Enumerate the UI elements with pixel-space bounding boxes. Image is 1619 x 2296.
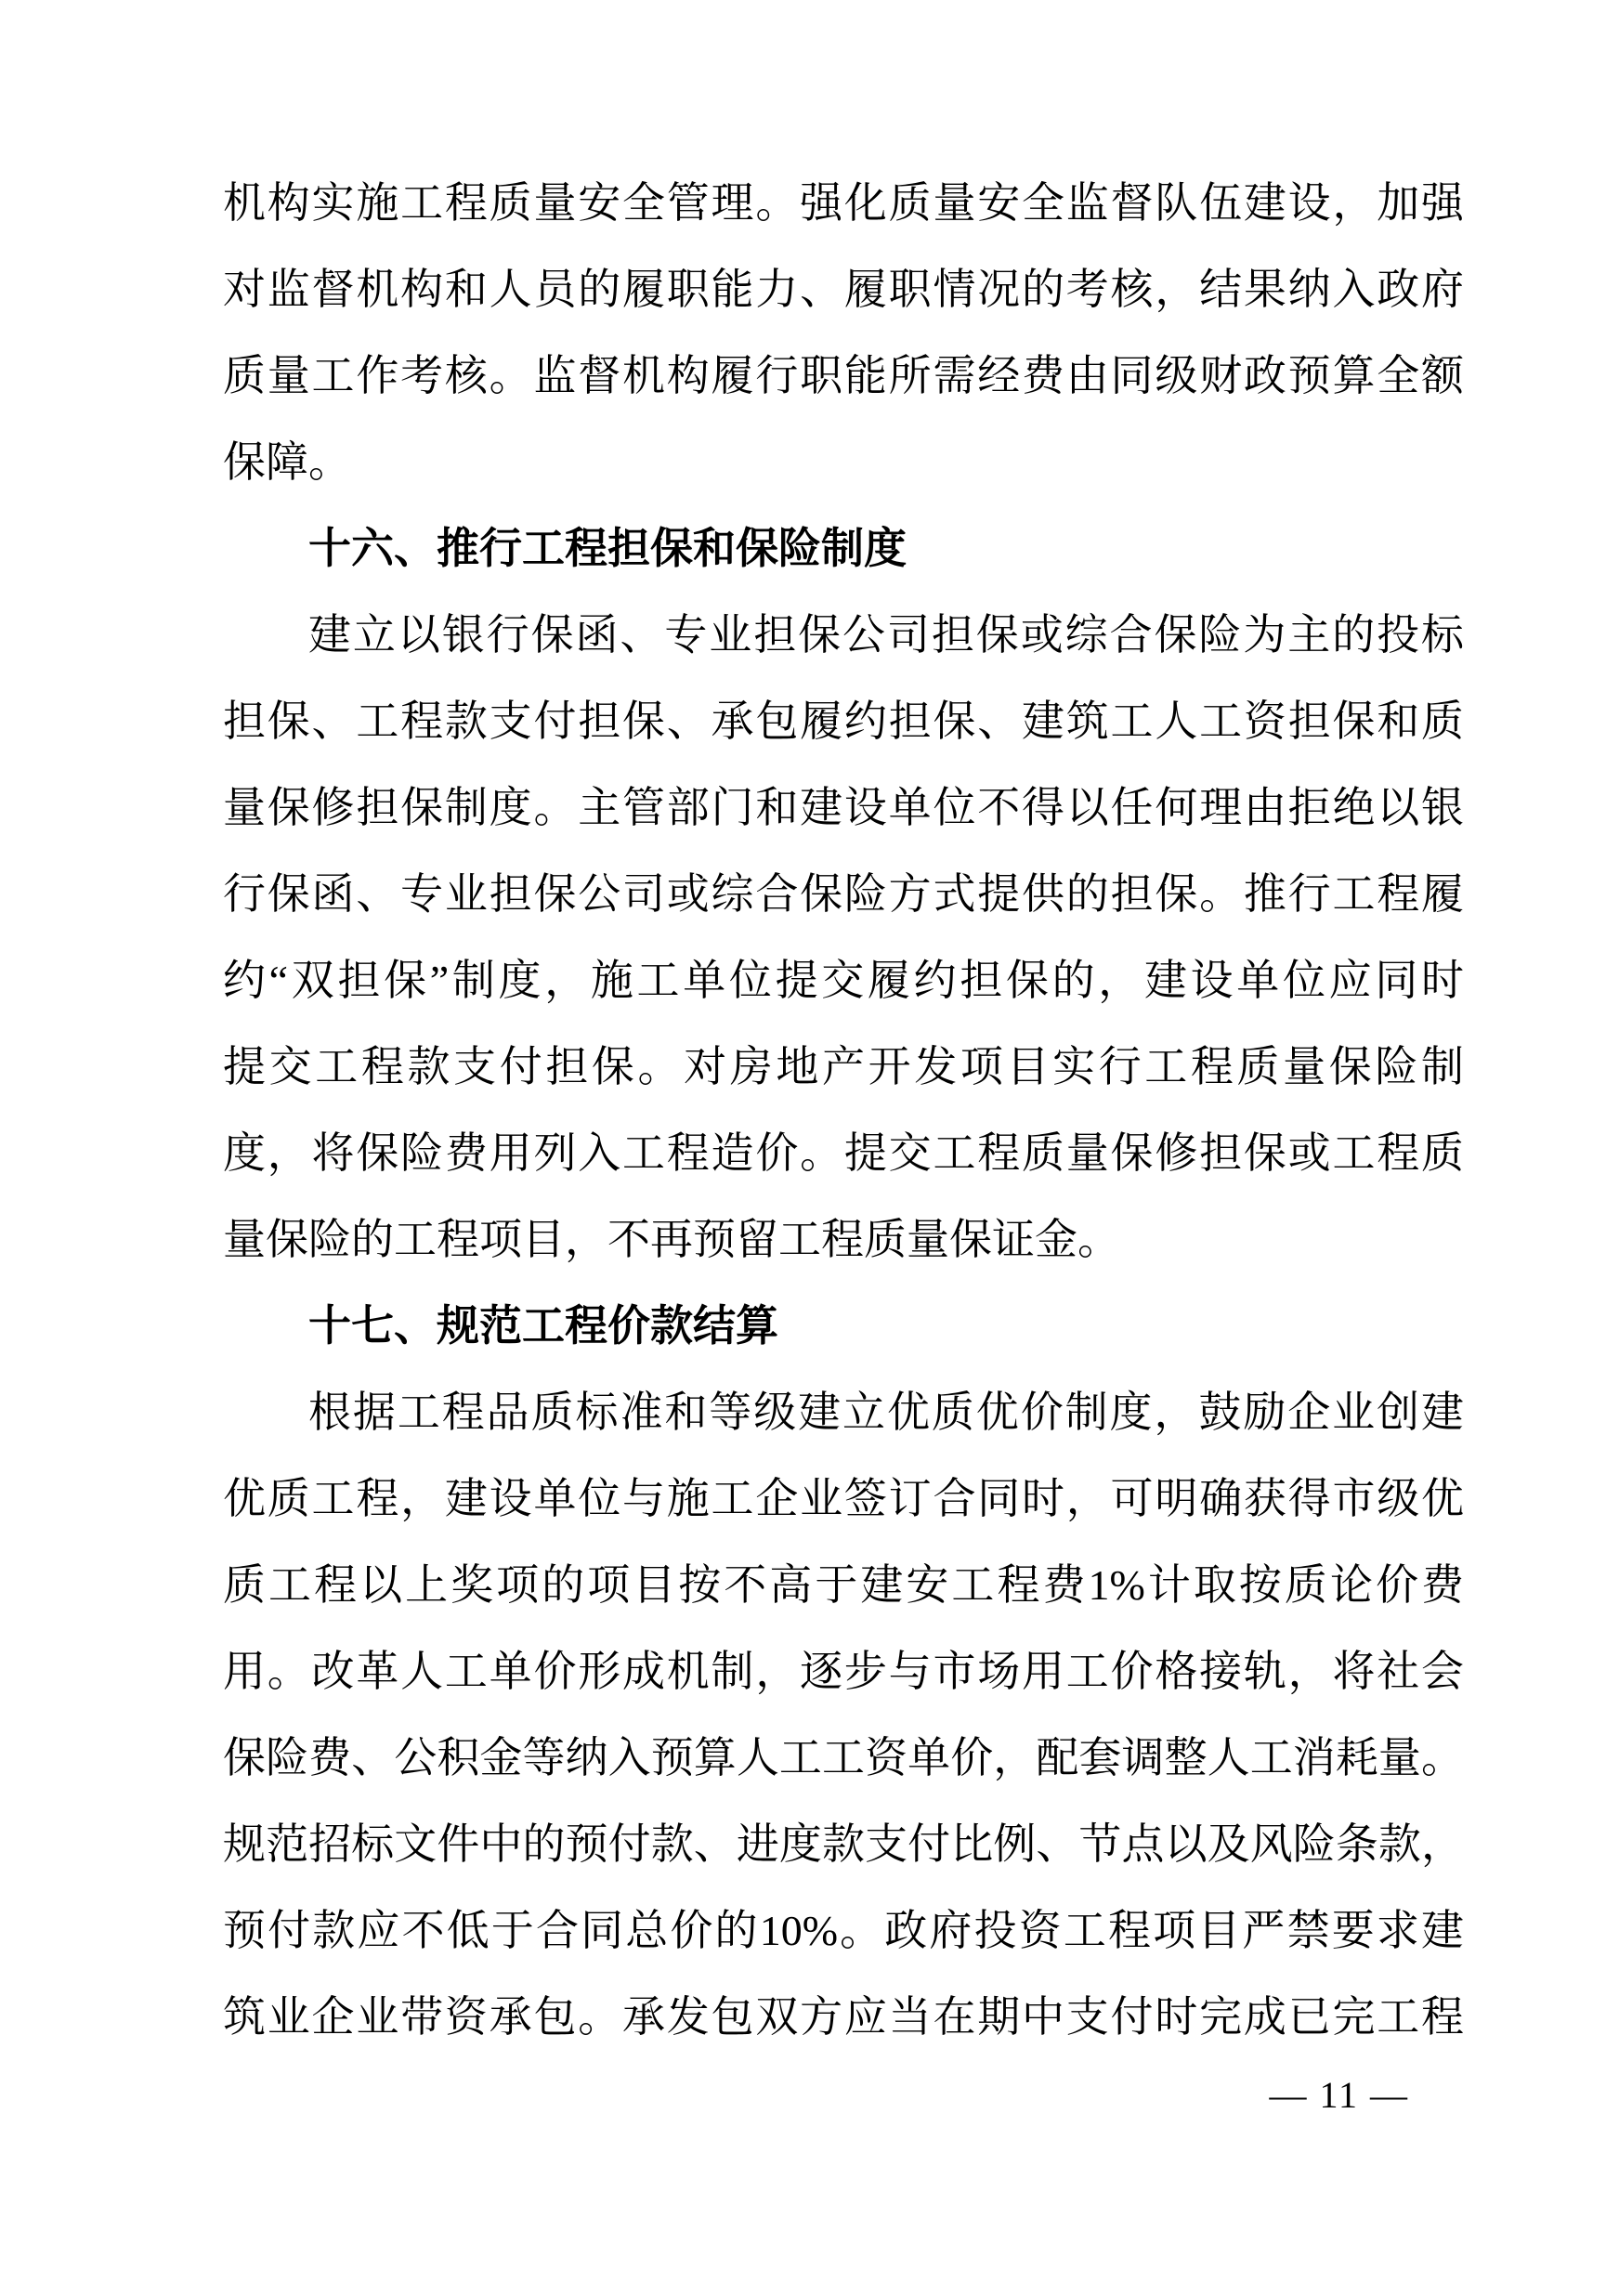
body-line: 机构实施工程质量安全管理。强化质量安全监督队伍建设，加强 xyxy=(223,179,1464,227)
body-line: 保障。 xyxy=(223,438,351,486)
body-line: 对监督机构和人员的履职能力、履职情况的考核，结果纳入政府 xyxy=(223,266,1464,313)
body-line: 约“双担保”制度，施工单位提交履约担保的，建设单位应同时 xyxy=(223,957,1464,1004)
page-number: — 11 — xyxy=(1269,2074,1409,2116)
body-line: 规范招标文件中的预付款、进度款支付比例、节点以及风险条款， xyxy=(223,1820,1464,1868)
body-line: 保险费、公积金等纳入预算人工工资单价，配套调整人工消耗量。 xyxy=(223,1734,1464,1781)
body-line: 预付款应不低于合同总价的10%。政府投资工程项目严禁要求建 xyxy=(223,1907,1464,1954)
body-line: 根据工程品质标准和等级建立优质优价制度，鼓励企业创建 xyxy=(308,1389,1464,1436)
section-heading: 十六、推行工程担保和保险制度 xyxy=(308,524,907,572)
document-body xyxy=(223,160,1464,2060)
body-line: 筑业企业带资承包。承发包双方应当在期中支付时完成已完工程 xyxy=(223,1993,1464,2041)
body-line: 用。改革人工单价形成机制，逐步与市场用工价格接轨，将社会 xyxy=(223,1648,1464,1695)
body-line: 度，将保险费用列入工程造价。提交工程质量保修担保或工程质 xyxy=(223,1129,1464,1177)
body-line: 担保、工程款支付担保、承包履约担保、建筑工人工资担保和质 xyxy=(223,698,1464,745)
body-line: 质量工作考核。监督机构履行职能所需经费由同级财政预算全额 xyxy=(223,352,1464,399)
body-line: 量保修担保制度。主管部门和建设单位不得以任何理由拒绝以银 xyxy=(223,784,1464,831)
body-line: 提交工程款支付担保。对房地产开发项目实行工程质量保险制 xyxy=(223,1043,1464,1090)
body-line: 质工程以上奖项的项目按不高于建安工程费1%计取按质论价费 xyxy=(223,1561,1464,1609)
section-heading: 十七、规范工程价款结算 xyxy=(308,1301,778,1350)
body-line: 建立以银行保函、专业担保公司担保或综合保险为主的投标 xyxy=(308,611,1464,659)
body-line: 量保险的工程项目，不再预留工程质量保证金。 xyxy=(223,1216,1120,1263)
body-line: 优质工程，建设单位与施工企业签订合同时，可明确获得市级优 xyxy=(223,1475,1464,1522)
body-line: 行保函、专业担保公司或综合保险方式提供的担保。推行工程履 xyxy=(223,870,1464,918)
